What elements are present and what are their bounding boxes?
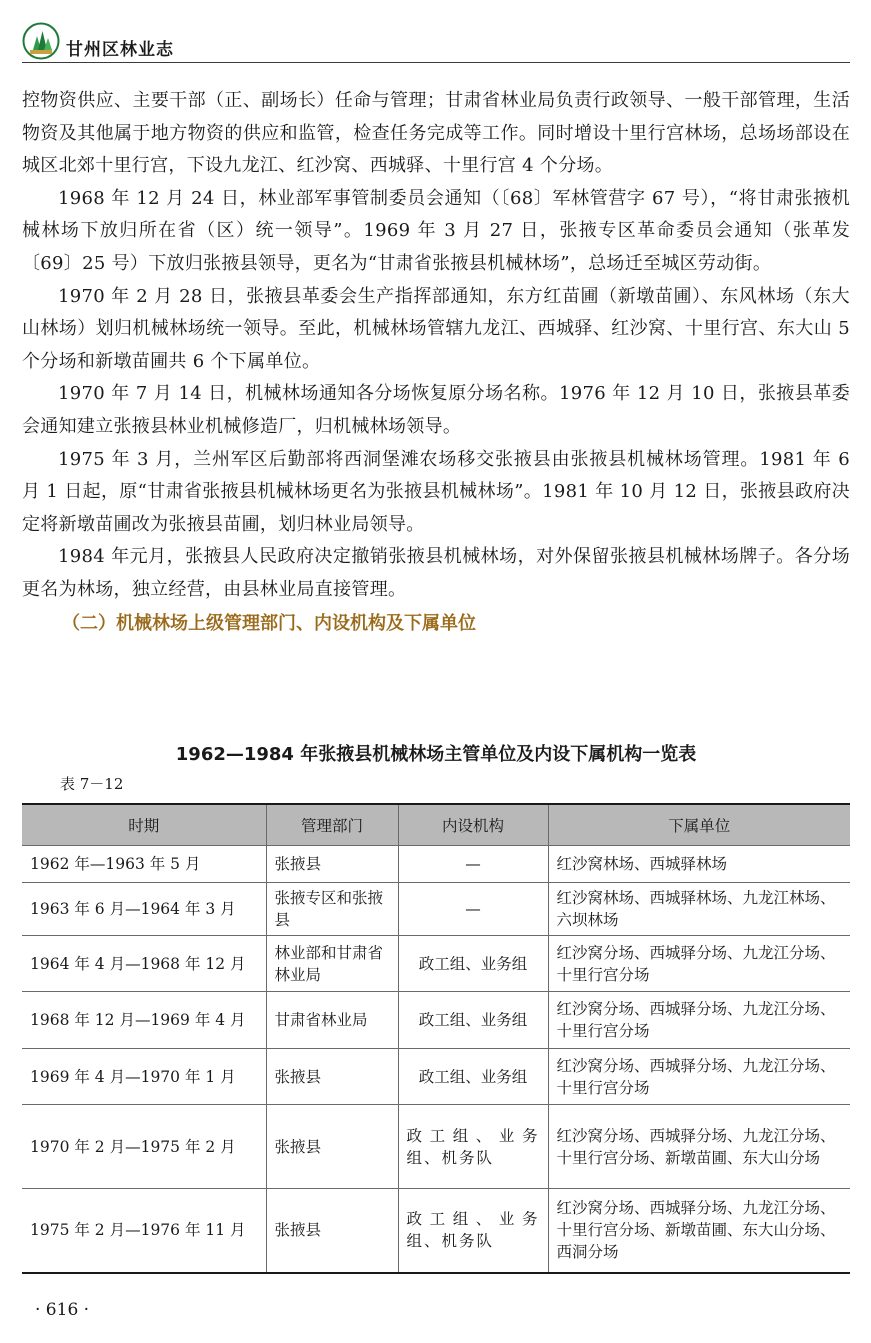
cell-period: 1964 年 4 月—1968 年 12 月 — [22, 936, 266, 992]
cell-period: 1968 年 12 月—1969 年 4 月 — [22, 992, 266, 1049]
paragraph: 控物资供应、主要干部（正、副场长）任命与管理；甘肃省林业局负责行政领导、一般干部管理，生活物资及其他属于地方物资的供应和监管，检查任务完成等工作。同时增设十里行宫林场，总场场部设在城区北郊十里行宫，下设九龙江、红沙窝、西城驿、十里行宫 4 个分场。 — [22, 90, 850, 177]
cell-department: 甘肃省林业局 — [266, 992, 398, 1049]
cell-subordinate-units: 红沙窝分场、西城驿分场、九龙江分场、十里行宫分场 — [548, 1049, 850, 1105]
cell-subordinate-units: 红沙窝林场、西城驿林场 — [548, 846, 850, 883]
table-row — [22, 936, 850, 992]
paragraph: 1968 年 12 月 24 日，林业部军事管制委员会通知（〔68〕军林管营字 67 号），“将甘肃张掖机械林场下放归所在省（区）统一领导”。1969 年 3 月 27 日，张掖专区革命委员会通知（张革发〔69〕25 号）下放归张掖县领导，更名为“甘肃省张掖县机械林场”，总场迁至城区劳动街。 — [22, 187, 850, 274]
forest-trees-logo — [22, 22, 60, 60]
header-department: 管理部门 — [266, 804, 398, 846]
cell-department: 林业部和甘肃省林业局 — [266, 936, 398, 992]
cell-department: 张掖专区和张掖县 — [266, 883, 398, 936]
header-subordinate-units: 下属单位 — [548, 804, 850, 846]
header-internal-units: 内设机构 — [398, 804, 548, 846]
cell-subordinate-units: 红沙窝分场、西城驿分场、九龙江分场、十里行宫分场、新墩苗圃、东大山分场、西洞分场 — [548, 1189, 850, 1273]
cell-internal-units: 政工组、业务组、机务队 — [398, 1105, 548, 1189]
table-row — [22, 1105, 850, 1189]
body-text — [22, 85, 850, 640]
paragraph: 1970 年 2 月 28 日，张掖县革委会生产指挥部通知，东方红苗圃（新墩苗圃）、东风林场（东大山林场）划归机械林场统一领导。至此，机械林场管辖九龙江、西城驿、红沙窝、十里行宫、东大山 5 个分场和新墩苗圃共 6 个下属单位。 — [22, 285, 850, 372]
cell-department: 张掖县 — [266, 1105, 398, 1189]
table-row — [22, 1049, 850, 1105]
table-number: 表 7－12 — [60, 775, 124, 793]
cell-period: 1962 年—1963 年 5 月 — [22, 846, 266, 883]
cell-department: 张掖县 — [266, 1189, 398, 1273]
table-row — [22, 992, 850, 1049]
cell-subordinate-units: 红沙窝分场、西城驿分场、九龙江分场、十里行宫分场 — [548, 936, 850, 992]
table-row — [22, 883, 850, 936]
page-header — [22, 22, 850, 63]
paragraph: 1970 年 7 月 14 日，机械林场通知各分场恢复原分场名称。1976 年 12 月 10 日，张掖县革委会通知建立张掖县林业机械修造厂，归机械林场领导。 — [22, 383, 850, 437]
cell-internal-units: 政工组、业务组 — [398, 1049, 548, 1105]
cell-period: 1975 年 2 月—1976 年 11 月 — [22, 1189, 266, 1273]
table-row — [22, 846, 850, 883]
cell-internal-units: 政工组、业务组、机务队 — [398, 1189, 548, 1273]
section-heading: （二）机械林场上级管理部门、内设机构及下属单位 — [62, 612, 476, 634]
table-header-row — [22, 804, 850, 846]
cell-subordinate-units: 红沙窝林场、西城驿林场、九龙江林场、六坝林场 — [548, 883, 850, 936]
cell-subordinate-units: 红沙窝分场、西城驿分场、九龙江分场、十里行宫分场 — [548, 992, 850, 1049]
cell-period: 1969 年 4 月—1970 年 1 月 — [22, 1049, 266, 1105]
cell-internal-units: 政工组、业务组 — [398, 936, 548, 992]
cell-subordinate-units: 红沙窝分场、西城驿分场、九龙江分场、十里行宫分场、新墩苗圃、东大山分场 — [548, 1105, 850, 1189]
page-number: · 616 · — [35, 1300, 90, 1320]
paragraph: 1975 年 3 月，兰州军区后勤部将西洞堡滩农场移交张掖县由张掖县机械林场管理。1981 年 6 月 1 日起，原“甘肃省张掖县机械林场更名为张掖县机械林场”。1981 年 10 月 12 日，张掖县政府决定将新墩苗圃改为张掖县苗圃，划归林业局领导。 — [22, 448, 850, 535]
cell-internal-units: — — [398, 883, 548, 936]
table-title: 1962—1984 年张掖县机械林场主管单位及内设下属机构一览表 — [175, 744, 697, 765]
cell-department: 张掖县 — [266, 1049, 398, 1105]
book-title: 甘州区林业志 — [66, 40, 174, 60]
table-row — [22, 1189, 850, 1273]
units-table — [22, 803, 850, 1274]
paragraph: 1984 年元月，张掖县人民政府决定撤销张掖县机械林场，对外保留张掖县机械林场牌子。各分场更名为林场，独立经营，由县林业局直接管理。 — [22, 546, 850, 600]
cell-internal-units: 政工组、业务组 — [398, 992, 548, 1049]
cell-period: 1963 年 6 月—1964 年 3 月 — [22, 883, 266, 936]
cell-department: 张掖县 — [266, 846, 398, 883]
header-period: 时期 — [22, 804, 266, 846]
cell-internal-units: — — [398, 846, 548, 883]
cell-period: 1970 年 2 月—1975 年 2 月 — [22, 1105, 266, 1189]
